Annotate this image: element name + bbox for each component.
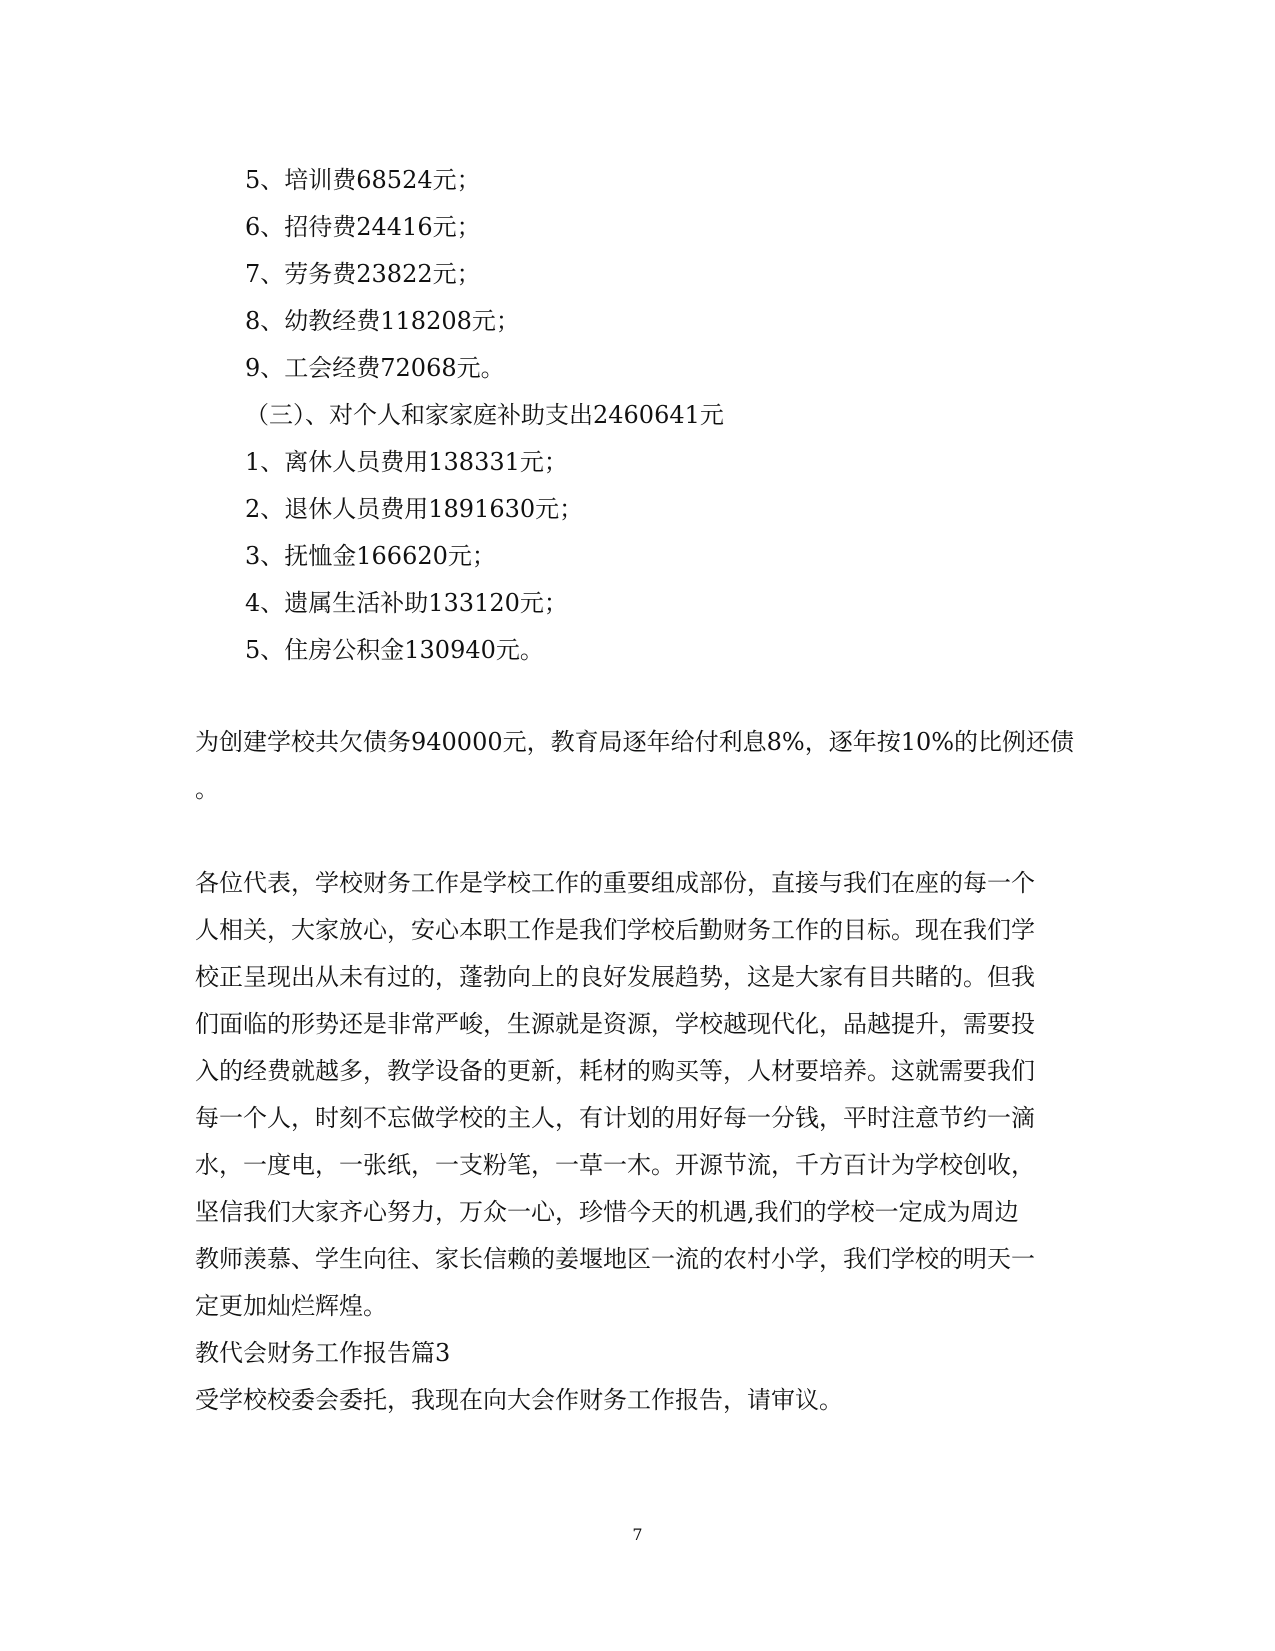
paragraph-line: 水，一度电，一张纸，一支粉笔，一草一木。开源节流，千方百计为学校创收， — [195, 1151, 1035, 1179]
list-item: 7、劳务费23822元； — [245, 260, 481, 288]
section-title: 教代会财务工作报告篇3 — [195, 1339, 451, 1367]
list-item: 9、工会经费72068元。 — [245, 354, 505, 382]
paragraph-line: 们面临的形势还是非常严峻，生源就是资源，学校越现代化，品越提升，需要投 — [195, 1010, 1035, 1038]
paragraph-line: 入的经费就越多，教学设备的更新，耗材的购买等，人材要培养。这就需要我们 — [195, 1057, 1035, 1085]
list-item: 8、幼教经费118208元； — [245, 307, 520, 335]
list-item: 5、培训费68524元； — [245, 166, 481, 194]
list-item: 3、抚恤金166620元； — [245, 542, 496, 570]
paragraph-line: 每一个人，时刻不忘做学校的主人，有计划的用好每一分钱，平时注意节约一滴 — [195, 1104, 1035, 1132]
list-item: 1、离休人员费用138331元； — [245, 448, 568, 476]
closing-line: 受学校校委会委托，我现在向大会作财务工作报告，请审议。 — [195, 1386, 843, 1414]
list-item: 4、遗属生活补助133120元； — [245, 589, 568, 617]
list-item: 6、招待费24416元； — [245, 213, 481, 241]
paragraph-line: 定更加灿烂辉煌。 — [195, 1292, 387, 1320]
paragraph-line: 人相关，大家放心，安心本职工作是我们学校后勤财务工作的目标。现在我们学 — [195, 916, 1035, 944]
paragraph-line: 各位代表，学校财务工作是学校工作的重要组成部份，直接与我们在座的每一个 — [195, 869, 1035, 897]
paragraph-line: 坚信我们大家齐心努力，万众一心，珍惜今天的机遇,我们的学校一定成为周边 — [195, 1198, 1019, 1226]
debt-paragraph-line: 。 — [195, 775, 219, 803]
subsection-heading: （三）、对个人和家家庭补助支出2460641元 — [245, 401, 724, 429]
debt-paragraph-line: 为创建学校共欠债务940000元，教育局逐年给付利息8%，逐年按10%的比例还债 — [195, 728, 1075, 756]
list-item: 2、退休人员费用1891630元； — [245, 495, 584, 523]
page-number: 7 — [632, 1525, 643, 1544]
paragraph-line: 校正呈现出从未有过的，蓬勃向上的良好发展趋势，这是大家有目共睹的。但我 — [195, 963, 1035, 991]
list-item: 5、住房公积金130940元。 — [245, 636, 544, 664]
paragraph-line: 教师羡慕、学生向往、家长信赖的姜堰地区一流的农村小学，我们学校的明天一 — [195, 1245, 1035, 1273]
